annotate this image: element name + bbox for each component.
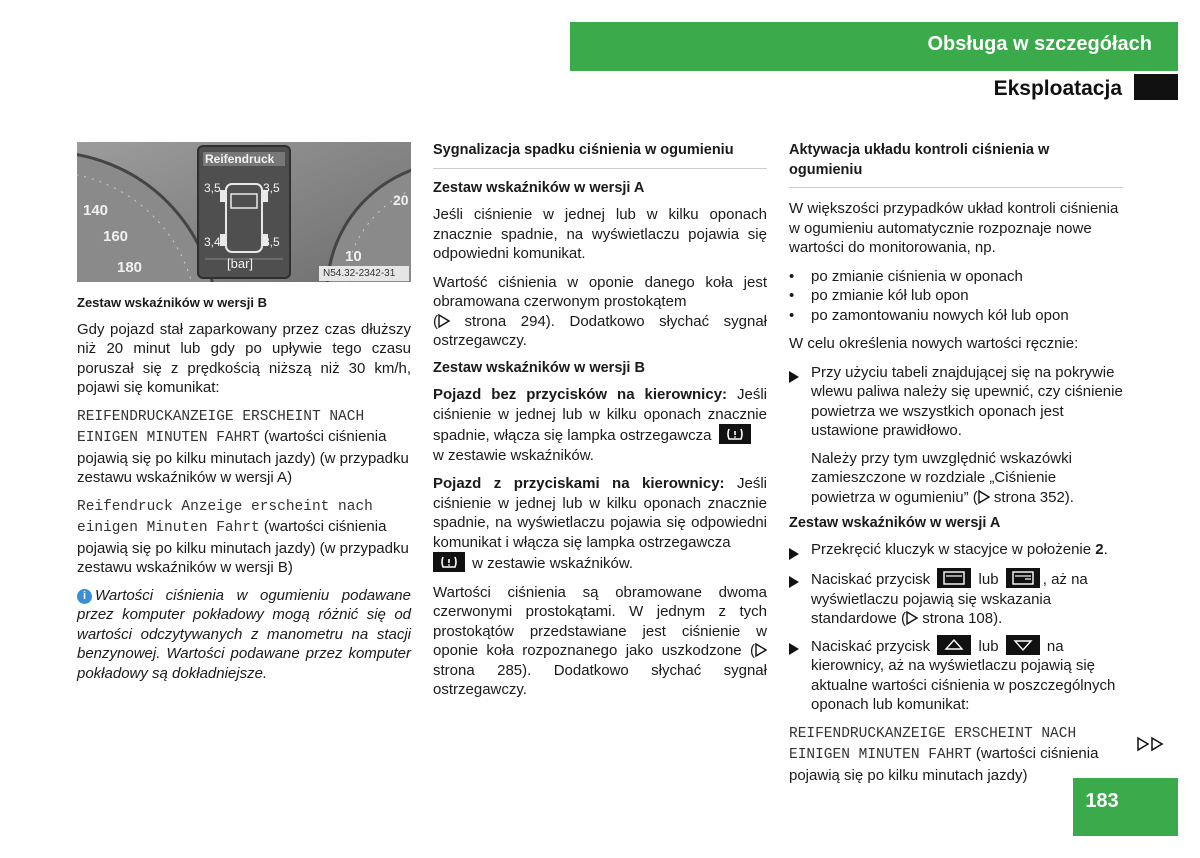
display-message: REIFENDRUCKANZEIGE ERSCHEINT NACH EINIGEN MINUTEN FAHRT	[789, 725, 1077, 763]
column-2	[433, 141, 767, 700]
col2-a-paragraph-2: Wartość ciśnienia w oponie danego koła jest obramowana czerwonym prostokątem ( strona 294). Dodatkowo słychać sygnał ostrzegawczy.	[433, 273, 767, 349]
step-1: Przy użyciu tabeli znajdującej się na pokrywie wlewu paliwa należy się upewnić, czy ciśnienie powietrza we wszystkich oponach jest ustawione prawidłowo.	[789, 363, 1123, 441]
page-reference-icon	[906, 611, 918, 625]
display-title: Reifendruck	[205, 152, 275, 166]
col3-message: REIFENDRUCKANZEIGE ERSCHEINT NACH EINIGEN MINUTEN FAHRT (wartości ciśnienia pojawią się po kilku minutach jazdy)	[789, 725, 1099, 784]
col2-heading: Sygnalizacja spadku ciśnienia w ogumieniu	[433, 142, 734, 158]
double-arrow-icon	[1136, 736, 1166, 752]
figure-caption: Zestaw wskaźników w wersji B	[77, 295, 268, 310]
tire-warning-lamp-icon	[433, 552, 465, 572]
display-message-b: Reifendruck Anzeige erscheint nach einigen Minuten Fahrt	[77, 498, 373, 536]
arrow-up-button-icon	[937, 635, 971, 655]
col2-sub-a: Zestaw wskaźników w wersji A	[433, 179, 645, 196]
page-reference-icon	[755, 643, 767, 657]
page-reference-285[interactable]: strona 285). Dodatkowo słychać sygnał ostrzegawczy.	[433, 661, 767, 698]
col3-step1-note: Należy przy tym uwzględnić wskazówki zamieszczone w rozdziale „Ciśnienie powietrza w ogumieniu” ( strona 352).	[811, 449, 1074, 506]
col2-b2-end: w zestawie wskaźników.	[468, 555, 634, 572]
column-3	[789, 141, 1123, 785]
info-note-text: Wartości ciśnienia w ogumieniu podawane przez komputer pokładowy mogą różnić się od wartości odczytywanych z manometru na stacji benzynowej. Wartości podawane przez komputer pokładowy są dokładniejsze.	[77, 586, 411, 682]
speedo-tick-160: 160	[103, 228, 129, 245]
display-message-b-note: (wartości ciśnienia pojawią się po kilku minutach jazdy) (w przypadku zestawu wskaźników w wersji B)	[77, 518, 409, 576]
page-reference-icon	[978, 490, 990, 504]
page-reference-352[interactable]: strona 352).	[993, 488, 1074, 506]
col3-paragraph-2: W celu określenia nowych wartości ręcznie:	[789, 335, 1079, 352]
list-item: • po zmianie ciśnienia w oponach	[789, 267, 1023, 285]
col2-b-paragraph-1	[433, 385, 767, 465]
section-title: Obsługa w szczegółach	[927, 33, 1152, 55]
subsection-title: Eksploatacja	[993, 77, 1122, 100]
page-reference-icon	[438, 314, 450, 328]
display-forward-button-icon	[1006, 568, 1040, 588]
page-number: 183	[1085, 790, 1119, 812]
col2-b2-lead: Pojazd z przyciskami na kierownicy:	[433, 475, 725, 492]
col3-paragraph-1: W większości przypadków układ kontroli ciśnienia w ogumieniu automatycznie rozpoznaje nowe wartości do monitorowania, np.	[789, 200, 1119, 256]
col2-a-p2-text: Wartość ciśnienia w oponie danego koła jest obramowana czerwonym prostokątem	[433, 273, 767, 310]
col2-b-paragraph-3	[433, 583, 767, 700]
col1-paragraph-1: Gdy pojazd stał zaparkowany przez czas dłuższy niż 20 minut lub gdy po upływie tego czasu poruszał się z prędkością niższą niż 30 km/h, pojawi się komunikat:	[77, 320, 411, 396]
arrow-down-button-icon	[1006, 635, 1040, 655]
list-item: • po zmianie kół lub opon	[789, 287, 969, 304]
step-arrow-icon	[789, 371, 799, 383]
figure-code: N54.32-2342-31	[323, 268, 396, 279]
pressure-front-right: 3,5	[263, 181, 280, 195]
col3-heading: Aktywacja układu kontroli ciśnienia w ogumieniu	[789, 142, 1050, 178]
step-4: Naciskać przycisk lub na kierownicy, aż na wyświetlaczu pojawią się aktualne wartości ciśnienia w poszczególnych oponach lub komunikat:	[789, 635, 1123, 715]
column-1	[77, 293, 411, 683]
col3-heading-rule	[789, 187, 1123, 188]
display-message-a: REIFENDRUCKANZEIGE ERSCHEINT NACH EINIGEN MINUTEN FAHRT	[77, 408, 365, 446]
tire-warning-lamp-icon	[719, 424, 751, 444]
col2-b1-lead: Pojazd bez przycisków na kierownicy:	[433, 386, 728, 403]
step-arrow-icon	[789, 548, 799, 560]
col1-message-a	[77, 406, 411, 488]
step-arrow-icon	[789, 643, 799, 655]
col3-sub-a: Zestaw wskaźników w wersji A	[789, 515, 1001, 531]
display-message-a-note: (wartości ciśnienia pojawią się po kilku minutach jazdy) (w przypadku zestawu wskaźników w wersji A)	[77, 428, 409, 486]
speedo-tick-180: 180	[117, 259, 143, 276]
speedo-tick-140: 140	[83, 202, 109, 219]
col2-sub-b: Zestaw wskaźników w wersji B	[433, 359, 645, 376]
pressure-front-left: 3,5	[204, 181, 221, 195]
page-reference-108[interactable]: strona 108).	[922, 610, 1003, 627]
col2-b3-text: Wartości ciśnienia są obramowane dwoma czerwonymi prostokątami. W jednym z tych prostokątów przedstawiane jest ciśnienie w oponie koła rozpoznanego jako uszkodzone (	[433, 583, 767, 659]
continue-marker-icon	[1136, 736, 1166, 757]
col2-b1-end: w zestawie wskaźników.	[433, 446, 594, 464]
step-arrow-icon	[789, 576, 799, 588]
pressure-unit: [bar]	[227, 256, 254, 271]
instrument-cluster-figure	[77, 142, 411, 282]
col2-a-paragraph-1: Jeśli ciśnienie w jednej lub w kilku oponach znacznie spadnie, na wyświetlaczu pojawia się odpowiedni komunikat.	[433, 206, 767, 262]
col2-b1-text: Jeśli ciśnienie w jednej lub w kilku oponach znacznie spadnie, włącza się lampka ostrzegawcza	[433, 386, 767, 444]
subsection-marker	[1134, 74, 1178, 100]
step-3: Naciskać przycisk lub , aż na wyświetlaczu pojawią się wskazania standardowe ( strona 108).	[789, 568, 1123, 629]
gauge-tick-20: 20	[393, 192, 409, 208]
list-item: • po zamontowaniu nowych kół lub opon	[789, 306, 1069, 324]
col2-b2-text: Jeśli ciśnienie w jednej lub w kilku oponach znacznie spadnie, na wyświetlaczu pojawia się odpowiedni komunikat i włącza się lampka ostrzegawcza	[433, 475, 767, 551]
gauge-tick-10: 10	[345, 248, 362, 265]
page-reference-294[interactable]: strona 294). Dodatkowo słychać sygnał ostrzegawczy.	[433, 312, 767, 349]
pressure-rear-left: 3,4	[204, 235, 221, 249]
info-note	[77, 586, 411, 684]
col3-bullet-list	[789, 267, 1123, 326]
step-2: Przekręcić kluczyk w stacyjce w położenie 2.	[789, 540, 1123, 564]
info-icon: i	[77, 589, 92, 604]
col2-b-paragraph-2	[433, 474, 767, 574]
pressure-rear-right: 3,5	[263, 235, 280, 249]
col2-heading-rule	[433, 168, 767, 169]
col1-message-b	[77, 496, 411, 578]
display-back-button-icon	[937, 568, 971, 588]
